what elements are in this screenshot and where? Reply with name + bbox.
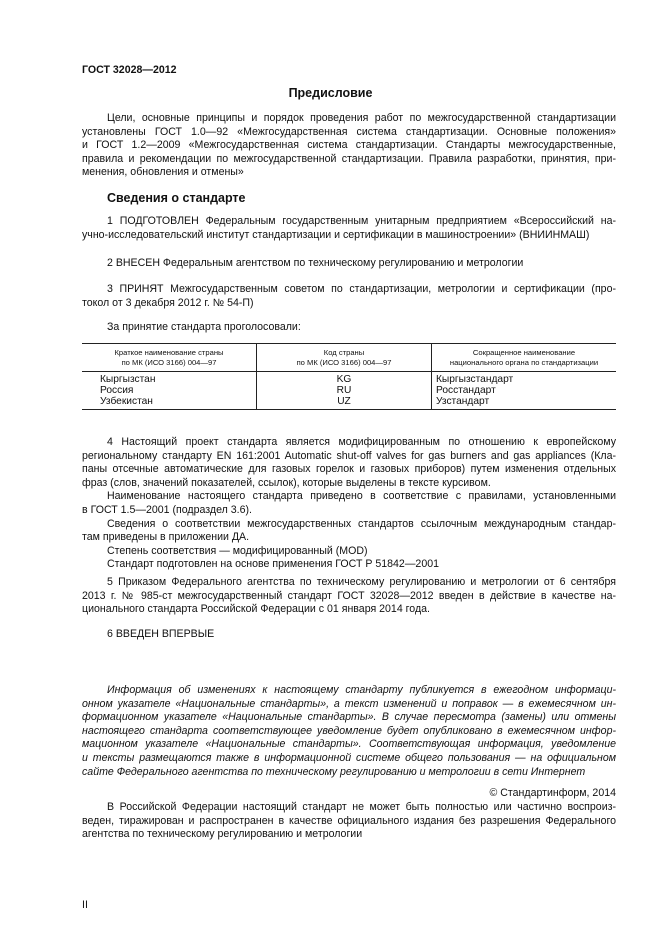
text-line: установлены ГОСТ 1.0—92 «Межгосударственная система стандартизации. Основные положения» xyxy=(82,125,616,138)
text-line: Степень соответствия — модифицированный (MOD) xyxy=(107,544,368,557)
item-6 xyxy=(82,628,616,642)
text-line: 4 Настоящий проект стандарта является модифицированным по отношению к европейскому xyxy=(107,436,616,448)
text-line: 2013 г. № 985-ст межгосударственный стандарт ГОСТ 32028—2012 введен в действие в качестве на- xyxy=(82,589,616,602)
header-line: национального органа по стандартизации xyxy=(449,358,599,367)
text-line: сайте Федерального агентства по техническому регулированию и метрологии в сети Интернет xyxy=(82,765,586,778)
text-line: учно-исследовательский институт стандартизации и сертификации в машиностроении» (ВНИИНМАШ) xyxy=(82,228,590,241)
text-line: токол от 3 декабря 2012 г. № 54-П) xyxy=(82,296,254,309)
table-body-row xyxy=(82,372,616,410)
item-1 xyxy=(82,215,616,242)
changes-notice xyxy=(82,684,616,779)
table-cell: Кыргызстан xyxy=(100,374,156,385)
text-line: Цели, основные принципы и порядок проведения работ по межгосударственной стандартизации xyxy=(107,112,616,124)
table-cell: Россия xyxy=(100,385,134,396)
header-code xyxy=(257,344,432,372)
header-line: Код страны xyxy=(323,348,365,357)
voting-table xyxy=(82,343,616,410)
rights-notice xyxy=(82,801,616,842)
text-line: За принятие стандарта проголосовали: xyxy=(107,321,301,333)
text-line: Наименование настоящего стандарта приведено в соответствие с правилами, установленными xyxy=(107,490,616,503)
header-body xyxy=(432,344,617,372)
text-line: онном указателе «Национальные стандарты», а текст изменений и поправок — в ежемесячном ин- xyxy=(82,697,616,710)
table-cell: RU xyxy=(336,385,352,396)
text-line: 2 ВНЕСЕН Федеральным агентством по техническому регулированию и метрологии xyxy=(107,257,524,269)
text-line: 1 ПОДГОТОВЛЕН Федеральным государственным унитарным предприятием «Всероссийский на- xyxy=(107,215,616,227)
text-line: и тексты размещаются также в информационной системе общего пользования — на официальном xyxy=(82,751,616,764)
text-line: там приведены в приложении ДА. xyxy=(82,531,250,544)
text-line: Стандарт подготовлен на основе применения ГОСТ Р 51842—2001 xyxy=(107,558,439,571)
page-number: II xyxy=(82,899,88,911)
text-line: региональному стандарту EN 161:2001 Automatic shut-off valves for gas burners and gas appliances (Кла- xyxy=(82,449,616,462)
copyright: © Стандартинформ, 2014 xyxy=(489,787,616,799)
voted-caption xyxy=(82,321,616,335)
document-id: ГОСТ 32028—2012 xyxy=(82,64,177,76)
foreword-title: Предисловие xyxy=(288,86,373,100)
table-cell: KG xyxy=(336,374,352,385)
text-line: 6 ВВЕДЕН ВПЕРВЫЕ xyxy=(107,628,215,640)
text-line: мационном указателе «Национальные стандарты». Соответствующая информация, уведомление xyxy=(82,738,616,751)
table-cell: Кыргызстандарт xyxy=(436,374,514,385)
text-line: Информация об изменениях к настоящему стандарту публикуется в ежегодном информаци- xyxy=(107,684,616,696)
text-line: агентства по техническому регулированию и метрологии xyxy=(82,828,363,841)
text-line: Сведения о соответствии межгосударственных стандартов ссылочным международным стандар- xyxy=(107,517,616,530)
body-cell xyxy=(432,372,617,410)
text-line: фраз (слов, значений показателей, ссылок), которые выделены в тексте курсивом. xyxy=(82,476,491,489)
header-line: Сокращенное наименование xyxy=(472,348,576,357)
text-line: в ГОСТ 1.5—2001 (подраздел 3.6). xyxy=(82,503,252,516)
table-header-row xyxy=(82,344,616,372)
code-cell xyxy=(257,372,432,410)
item-3 xyxy=(82,283,616,310)
table-cell: Росстандарт xyxy=(436,385,496,396)
text-line: настоящего стандарта соответствующее уведомление будет опубликовано в ежемесячном инфор- xyxy=(82,724,616,737)
foreword-paragraph xyxy=(82,112,616,180)
text-line: и ГОСТ 1.2—2009 «Межгосударственная система стандартизации. Стандарты межгосударственные, xyxy=(82,139,616,152)
item-2 xyxy=(82,257,616,271)
item-4 xyxy=(82,436,616,572)
header-line: по МК (ИСО 3166) 004—97 xyxy=(121,358,217,367)
text-line: ционального стандарта Российской Федерации с 01 января 2014 года. xyxy=(82,603,430,616)
table-cell: Узбекистан xyxy=(100,396,153,407)
table-cell: Узстандарт xyxy=(436,396,490,407)
text-line: правила и рекомендации по межгосударственной стандартизации. Правила разработки, принятия, при- xyxy=(82,152,616,165)
text-line: 5 Приказом Федерального агентства по техническому регулированию и метрологии от 6 сентября xyxy=(107,576,616,588)
text-line: формационном указателе «Национальные стандарты». В случае пересмотра (замены) или отмены xyxy=(82,711,616,724)
text-line: веден, тиражирован и распространен в качестве официального издания без разрешения Федерального xyxy=(82,814,616,827)
header-line: по МК (ИСО 3166) 004—97 xyxy=(296,358,392,367)
country-cell xyxy=(82,372,257,410)
standard-info-title: Сведения о стандарте xyxy=(107,191,246,205)
text-line: менения, обновления и отмены» xyxy=(82,166,244,179)
header-country xyxy=(82,344,257,372)
text-line: 3 ПРИНЯТ Межгосударственным советом по стандартизации, метрологии и сертификации (про- xyxy=(107,283,616,295)
text-line: В Российской Федерации настоящий стандарт не может быть полностью или частично воспроиз- xyxy=(107,801,616,813)
table-cell: UZ xyxy=(337,396,351,407)
item-5 xyxy=(82,576,616,617)
text-line: паны отсечные автоматические для газовых горелок и газовых приборов) путем изменения отдельных xyxy=(82,463,616,476)
header-line: Краткое наименование страны xyxy=(114,348,224,357)
